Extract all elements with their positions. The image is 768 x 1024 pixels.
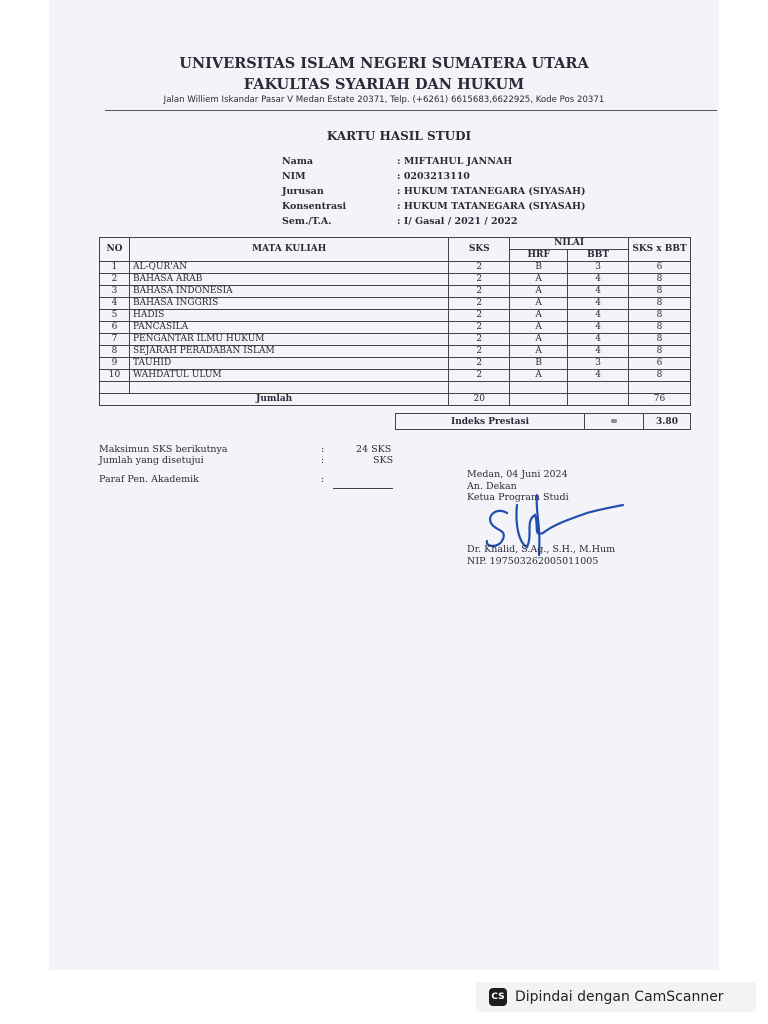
max-sks-colon: : <box>321 444 325 455</box>
table-row <box>100 310 691 322</box>
grades-table <box>99 237 691 406</box>
cell-mk: TAUHID <box>129 358 448 370</box>
table-row <box>100 322 691 334</box>
cell-sksbbt: 8 <box>629 286 691 298</box>
cell-sks: 2 <box>449 286 510 298</box>
table-row <box>100 298 691 310</box>
cell-hrf: B <box>510 358 568 370</box>
cell-mk: PANCASILA <box>129 322 448 334</box>
cell-mk: PENGANTAR ILMU HUKUM <box>129 334 448 346</box>
cell-mk: BAHASA INDONESIA <box>129 286 448 298</box>
nim-label: NIM <box>282 171 306 182</box>
document-title: KARTU HASIL STUDI <box>326 129 472 143</box>
cell-sksbbt: 8 <box>629 346 691 358</box>
ip-value: 3.80 <box>644 414 691 430</box>
konsentrasi-label: Konsentrasi <box>282 201 347 212</box>
cell-no: 4 <box>100 298 130 310</box>
cell-bbt: 3 <box>568 262 629 274</box>
cell-empty <box>129 382 448 394</box>
grades-body <box>100 262 691 394</box>
jumlah-sks: 20 <box>449 394 510 406</box>
cell-empty <box>568 382 629 394</box>
jurusan-label: Jurusan <box>282 186 324 197</box>
cell-empty <box>629 382 691 394</box>
table-row <box>100 358 691 370</box>
jumlah-disetujui-value: SKS <box>373 455 394 466</box>
cell-no: 8 <box>100 346 130 358</box>
cell-empty <box>510 382 568 394</box>
signature-role: Ketua Program Studi <box>467 492 569 503</box>
paraf-label: Paraf Pen. Akademik <box>99 474 199 485</box>
signatory-name: Dr. Khalid, S.Ag., S.H., M.Hum <box>467 544 616 555</box>
signatory-nip: NIP. 197503262005011005 <box>467 556 599 567</box>
cell-bbt: 4 <box>568 370 629 382</box>
cell-no: 1 <box>100 262 130 274</box>
cell-sks: 2 <box>449 334 510 346</box>
header-divider <box>105 110 717 111</box>
jumlah-sks-x-bbt: 76 <box>629 394 691 406</box>
cell-sksbbt: 8 <box>629 322 691 334</box>
table-row <box>100 274 691 286</box>
jumlah-hrf-empty <box>510 394 568 406</box>
cell-hrf: A <box>510 334 568 346</box>
cell-bbt: 4 <box>568 346 629 358</box>
cell-sksbbt: 8 <box>629 298 691 310</box>
cell-hrf: A <box>510 322 568 334</box>
cell-no: 7 <box>100 334 130 346</box>
jumlah-disetujui-label: Jumlah yang disetujui <box>99 455 204 466</box>
cell-sks: 2 <box>449 310 510 322</box>
faculty-name: FAKULTAS SYARIAH DAN HUKUM <box>243 76 525 93</box>
cell-mk: SEJARAH PERADABAN ISLAM <box>129 346 448 358</box>
cell-hrf: A <box>510 298 568 310</box>
cell-hrf: A <box>510 286 568 298</box>
cell-empty <box>100 382 130 394</box>
cell-no: 5 <box>100 310 130 322</box>
jumlah-disetujui-colon: : <box>321 455 325 466</box>
cell-sks: 2 <box>449 346 510 358</box>
table-row <box>100 370 691 382</box>
cell-bbt: 4 <box>568 298 629 310</box>
cell-bbt: 4 <box>568 322 629 334</box>
cell-hrf: A <box>510 274 568 286</box>
cell-hrf: A <box>510 310 568 322</box>
jurusan-value: : HUKUM TATANEGARA (SIYASAH) <box>397 186 586 197</box>
jumlah-bbt-empty <box>568 394 629 406</box>
col-bbt: BBT <box>568 250 629 262</box>
cell-sks: 2 <box>449 370 510 382</box>
cell-sksbbt: 8 <box>629 334 691 346</box>
cell-sks: 2 <box>449 274 510 286</box>
table-row-empty <box>100 382 691 394</box>
col-mata-kuliah: MATA KULIAH <box>129 238 448 262</box>
camscanner-logo-icon: CS <box>489 988 507 1006</box>
col-nilai: NILAI <box>510 238 629 250</box>
camscanner-text: Dipindai dengan CamScanner <box>515 989 724 1005</box>
col-sks-x-bbt: SKS x BBT <box>629 238 691 262</box>
cell-hrf: A <box>510 346 568 358</box>
max-sks-value: 24 SKS <box>356 444 392 455</box>
cell-hrf: B <box>510 262 568 274</box>
paraf-colon: : <box>321 474 325 485</box>
col-hrf: HRF <box>510 250 568 262</box>
semester-value: : I/ Gasal / 2021 / 2022 <box>397 216 518 227</box>
cell-empty <box>449 382 510 394</box>
konsentrasi-value: : HUKUM TATANEGARA (SIYASAH) <box>397 201 586 212</box>
address-line: Jalan Williem Iskandar Pasar V Medan Estate 20371, Telp. (+6261) 6615683,6622925, Kode Pos 20371 <box>163 95 605 105</box>
cell-bbt: 4 <box>568 286 629 298</box>
table-row <box>100 334 691 346</box>
max-sks-label: Maksimun SKS berikutnya <box>99 444 228 455</box>
nama-label: Nama <box>282 156 314 167</box>
cell-no: 2 <box>100 274 130 286</box>
cell-hrf: A <box>510 370 568 382</box>
nama-value: : MIFTAHUL JANNAH <box>397 156 513 167</box>
camscanner-watermark <box>476 982 756 1012</box>
university-name: UNIVERSITAS ISLAM NEGERI SUMATERA UTARA <box>179 55 589 72</box>
cell-mk: AL-QUR'AN <box>129 262 448 274</box>
cell-no: 9 <box>100 358 130 370</box>
cell-no: 10 <box>100 370 130 382</box>
paraf-line <box>333 488 393 489</box>
cell-sks: 2 <box>449 322 510 334</box>
cell-sks: 2 <box>449 262 510 274</box>
table-row <box>100 262 691 274</box>
signature-place-date: Medan, 04 Juni 2024 <box>467 469 568 480</box>
cell-sksbbt: 8 <box>629 370 691 382</box>
col-no: NO <box>100 238 130 262</box>
cell-sksbbt: 8 <box>629 274 691 286</box>
cell-no: 6 <box>100 322 130 334</box>
signature-an: An. Dekan <box>467 481 517 492</box>
cell-sksbbt: 8 <box>629 310 691 322</box>
cell-mk: HADIS <box>129 310 448 322</box>
cell-mk: BAHASA INGGRIS <box>129 298 448 310</box>
cell-sks: 2 <box>449 358 510 370</box>
cell-bbt: 4 <box>568 310 629 322</box>
cell-no: 3 <box>100 286 130 298</box>
ip-label: Indeks Prestasi <box>396 414 585 430</box>
cell-bbt: 4 <box>568 274 629 286</box>
nim-value: : 0203213110 <box>397 171 470 182</box>
table-row <box>100 346 691 358</box>
semester-label: Sem./T.A. <box>282 216 332 227</box>
table-row <box>100 286 691 298</box>
cell-sks: 2 <box>449 298 510 310</box>
cell-mk: WAHDATUL ULUM <box>129 370 448 382</box>
cell-sksbbt: 6 <box>629 262 691 274</box>
cell-bbt: 3 <box>568 358 629 370</box>
cell-mk: BAHASA ARAB <box>129 274 448 286</box>
cell-bbt: 4 <box>568 334 629 346</box>
document-page <box>49 0 719 970</box>
jumlah-label: Jumlah <box>100 394 449 406</box>
ip-equals: = <box>585 414 644 430</box>
indeks-prestasi-row <box>395 413 691 430</box>
col-sks: SKS <box>449 238 510 262</box>
cell-sksbbt: 6 <box>629 358 691 370</box>
